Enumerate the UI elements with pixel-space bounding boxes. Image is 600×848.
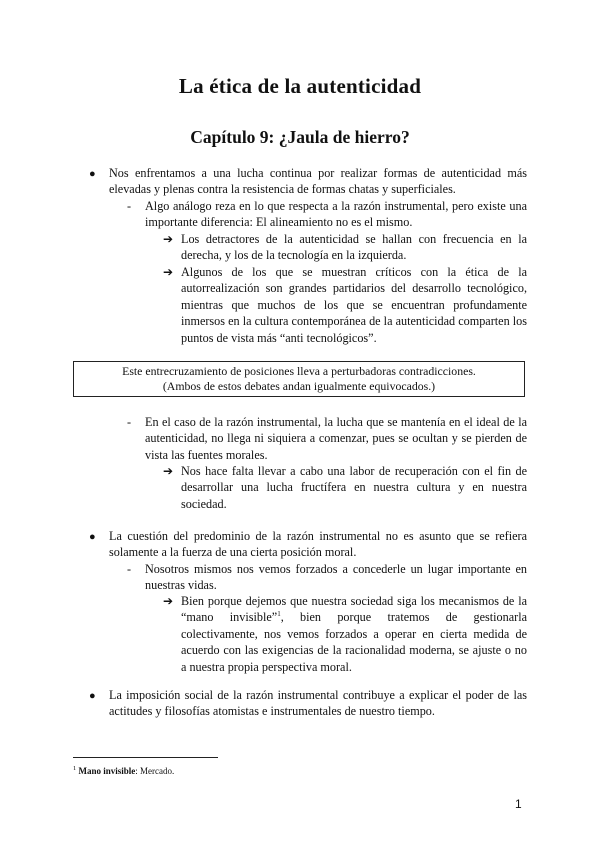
footnote-separator xyxy=(73,757,218,758)
arrow-text-3a1-start: Bien porque dejemos que nuestra sociedad siga los mecanismos de la “mano invisible” xyxy=(181,594,527,625)
footnote xyxy=(73,763,174,777)
bullet-text-4: La imposición social de la razón instrumental contribuye a explicar el poder de las actitudes y filosofías atomistas e instrumentales de nuestro tiempo. xyxy=(109,688,527,719)
arrow-text-3a1-end: , bien porque tratemos de gestionarla colectivamente, nos vemos forzados a operar en cierta medida de acuerdo con las exigencias de la racionalidad moderna, se ajuste o no a nuestra propia perspectiva moral. xyxy=(181,610,528,674)
arrow-text-2a: Nos hace falta llevar a cabo una labor de recuperación con el fin de desarrollar una lucha fructífera en nuestra cultura y en nuestra sociedad. xyxy=(181,464,527,511)
subpoint-text-1a: Algo análogo reza en lo que respecta a la razón instrumental, pero existe una importante diferencia: El alineamiento no es el mismo. xyxy=(145,199,527,230)
document-title: La ética de la autenticidad xyxy=(178,74,422,98)
dash-marker: - xyxy=(127,415,132,429)
arrow-marker: ➔ xyxy=(163,464,174,478)
subpoint-text-3a: Nosotros mismos nos vemos forzados a concederle un lugar importante en nuestras vidas. xyxy=(145,562,527,593)
footnote-text: : Mercado. xyxy=(135,766,175,776)
footnote-number: 1 xyxy=(73,765,77,772)
arrow-text-1a2: Algunos de los que se muestran críticos con la ética de la autorrealización son grandes partidarios del desarrollo tecnológico, mientras que muchos de los que se encuentran profundamente inmersos en la cultura contemporánea de la autenticidad comparten los puntos de vista más “anti tecnológicos”. xyxy=(181,265,527,345)
dash-marker: - xyxy=(127,199,132,213)
arrow-marker: ➔ xyxy=(163,594,174,608)
chapter-heading: Capítulo 9: ¿Jaula de hierro? xyxy=(190,127,410,147)
arrow-text-3a1 xyxy=(181,593,527,675)
bullet-text-1: Nos enfrentamos a una lucha continua por realizar formas de autenticidad más elevadas y plenas contra la resistencia de formas chatas y superficiales. xyxy=(109,166,527,197)
dash-marker: - xyxy=(127,562,132,576)
bullet-marker: ● xyxy=(89,168,96,180)
bullet-text-3: La cuestión del predominio de la razón instrumental no es asunto que se refiera solamente a la fuerza de una cierta posición moral. xyxy=(109,529,527,560)
subpoint-text-2: En el caso de la razón instrumental, la lucha que se mantenía en el ideal de la autenticidad, no llega ni siquiera a comenzar, pues se ocultan y se pierden de vista las fuentes morales. xyxy=(145,415,527,462)
arrow-marker: ➔ xyxy=(163,232,174,246)
arrow-text-1a1: Los detractores de la autenticidad se hallan con frecuencia en la derecha, y los de la tecnología en la izquierda. xyxy=(181,232,527,263)
box-line-1: Este entrecruzamiento de posiciones lleva a perturbadoras contradicciones. xyxy=(122,363,476,378)
bullet-marker: ● xyxy=(89,531,96,543)
bullet-marker: ● xyxy=(89,690,96,702)
box-line-2: (Ambos de estos debates andan igualmente equivocados.) xyxy=(162,379,436,393)
highlight-box xyxy=(73,361,525,397)
footnote-term: Mano invisible xyxy=(78,766,136,776)
footnote-reference[interactable]: 1 xyxy=(277,610,281,619)
page-number: 1 xyxy=(515,797,522,811)
arrow-marker: ➔ xyxy=(163,265,174,279)
